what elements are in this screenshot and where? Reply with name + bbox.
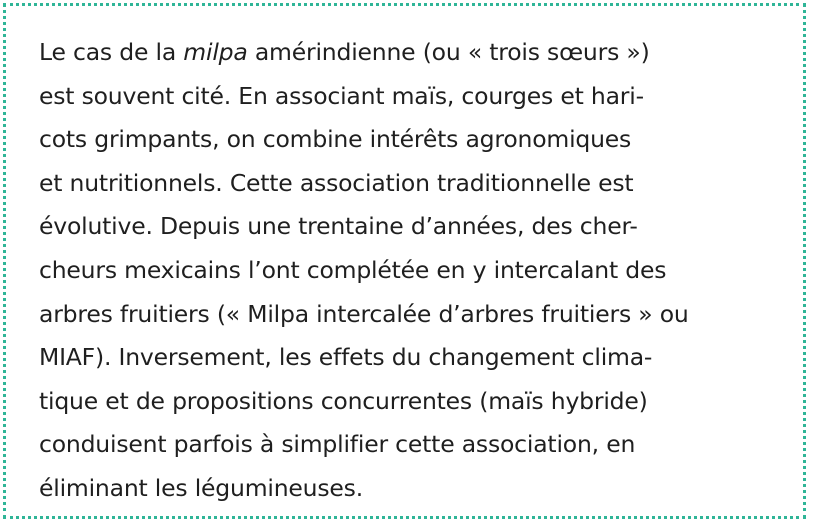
dotted-text-box [3,3,806,519]
paragraph-line-5: évolutive. Depuis une trentaine d’années, des cher- [39,212,638,241]
paragraph-line-6: cheurs mexicains l’ont complétée en y intercalant des [39,255,667,284]
paragraph-line-1 [39,31,799,75]
paragraph-line-2: est souvent cité. En associant maïs, courges et hari- [39,81,644,110]
paragraph-line-4: et nutritionnels. Cette association traditionnelle est [39,168,634,197]
paragraph-line-7: arbres fruitiers (« Milpa intercalée d’arbres fruitiers » ou [39,299,689,328]
paragraph-line-3: cots grimpants, on combine intérêts agronomiques [39,125,632,154]
box-paragraph [39,31,799,511]
paragraph-line-11: éliminant les légumineuses. [39,473,363,502]
milpa-italic-term: milpa [183,38,248,66]
paragraph-line-9: tique et de propositions concurrentes (maïs hybride) [39,386,648,415]
line-1-text-end: amérindienne (ou « trois sœurs ») [247,38,650,66]
line-1-text-start: Le cas de la [39,38,184,66]
paragraph-line-10: conduisent parfois à simplifier cette association, en [39,430,636,459]
paragraph-line-8: MIAF). Inversement, les effets du changement clima- [39,343,653,372]
